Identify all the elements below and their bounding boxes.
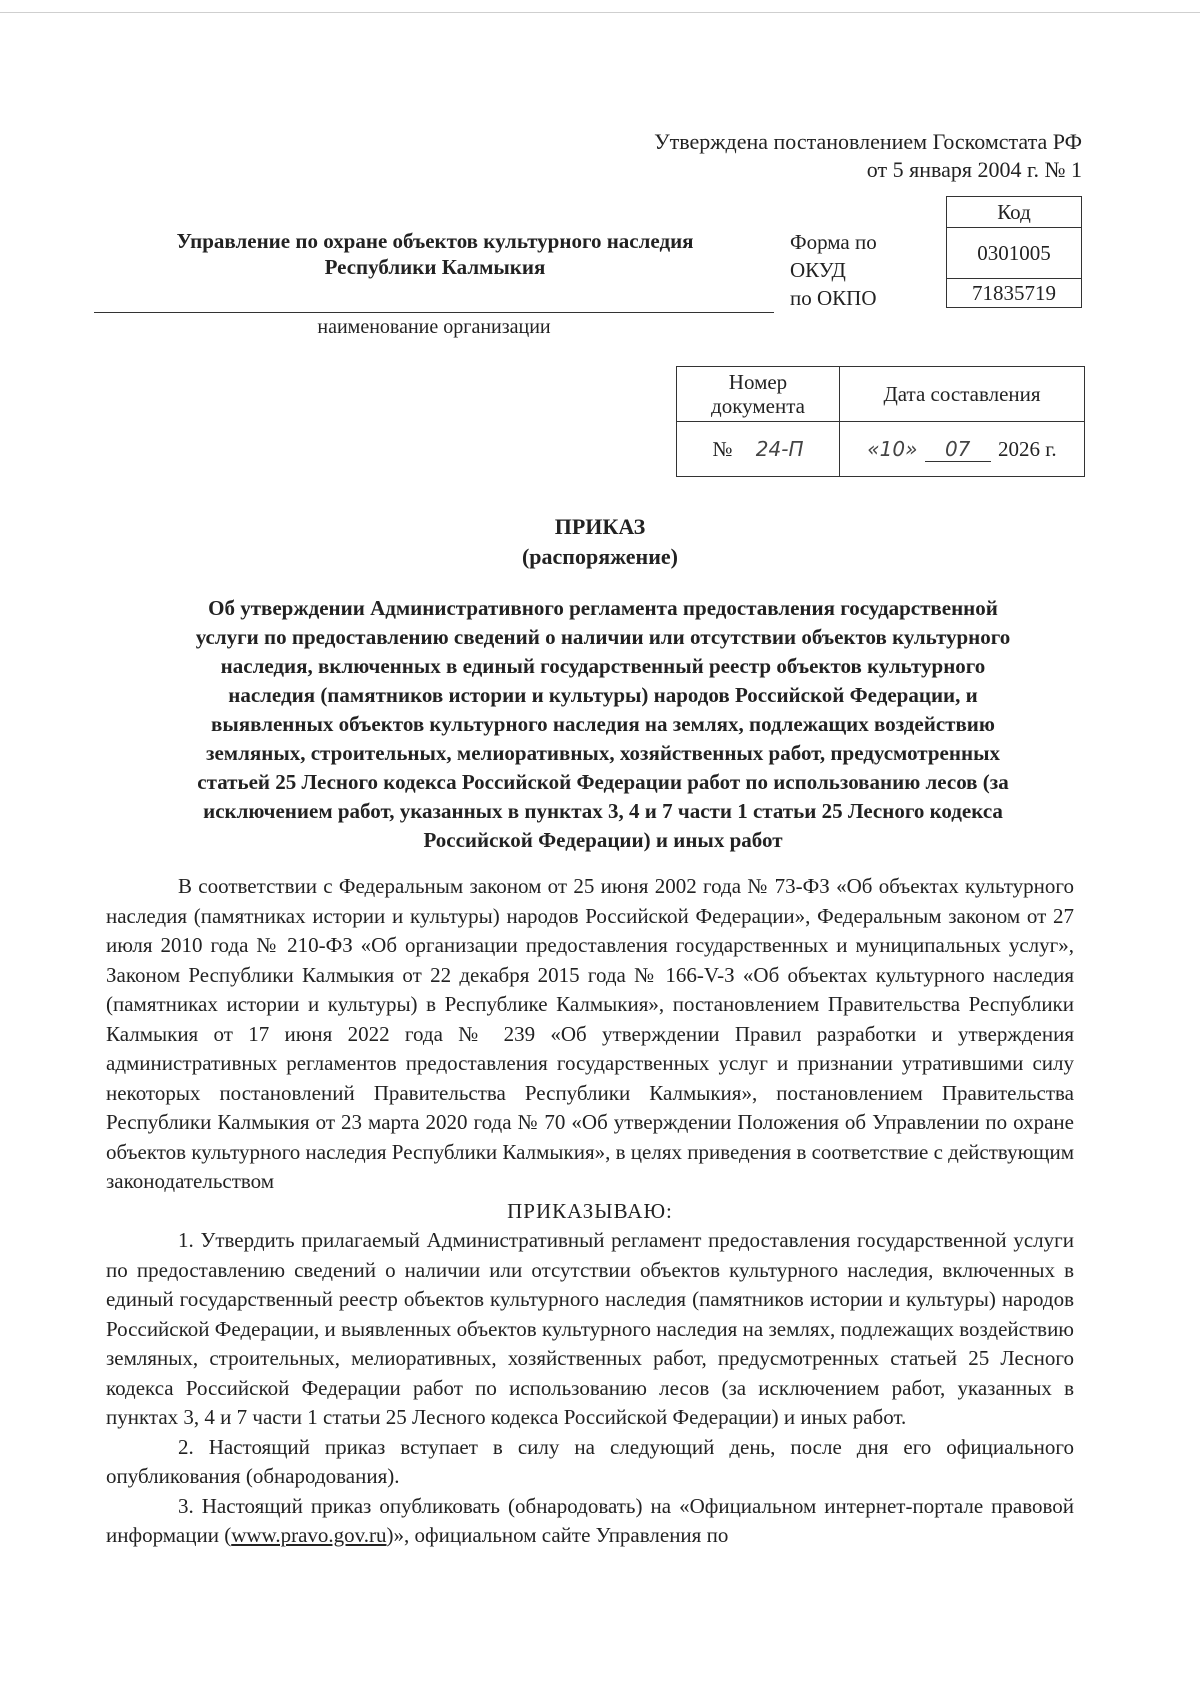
organization-name-line-1: Управление по охране объектов культурного наследия xyxy=(176,229,694,253)
handwritten-month: 07 xyxy=(925,437,991,462)
organization-name-line-2: Республики Калмыкия xyxy=(324,255,546,279)
okpo-label: по ОКПО xyxy=(790,286,877,310)
okud-label-1: Форма по xyxy=(790,230,877,254)
organization-underline xyxy=(94,312,774,313)
order-body xyxy=(106,872,1074,1551)
scan-edge-line xyxy=(0,12,1200,13)
order-item-2: 2. Настоящий приказ вступает в силу на следующий день, после дня его официального опубликования (обнародования). xyxy=(106,1434,1074,1488)
pravo-gov-link[interactable]: www.pravo.gov.ru xyxy=(231,1523,387,1547)
code-header: Код xyxy=(947,197,1082,228)
order-item-3-text: 3. Настоящий приказ опубликовать (обнародовать) на «Официальном интернет-портале правовой информации ( xyxy=(106,1493,1074,1547)
code-table xyxy=(946,196,1082,308)
organization-name xyxy=(90,228,780,280)
okpo-value: 71835719 xyxy=(947,279,1082,308)
document-title: ПРИКАЗ xyxy=(554,514,646,539)
approval-line-1: Утверждена постановлением Госкомстата РФ xyxy=(654,129,1082,154)
okud-label-2: ОКУД xyxy=(790,258,846,282)
approval-note xyxy=(654,128,1082,184)
number-sign: № xyxy=(712,436,733,461)
organization-caption: наименование организации xyxy=(317,316,551,338)
order-item-3-text-end: )», официальном сайте Управления по xyxy=(386,1523,729,1547)
approval-line-2: от 5 января 2004 г. № 1 xyxy=(866,157,1082,182)
doc-number-cell xyxy=(677,422,840,477)
order-item-1: 1. Утвердить прилагаемый Административный регламент предоставления государственной услуги по предоставлению сведений о наличии или отсутствии объектов культурного наследия, включенных в единый государственный реестр объектов культурного наследия (памятников истории и культуры) народов Российской Федерации, и выявленных объектов культурного наследия на землях, подлежащих воздействию земляных, строительных, мелиоративных, хозяйственных работ, предусмотренных статьей 25 Лесного кодекса Российской Федерации работ по использованию лесов (за исключением работ, указанных в пунктах 3, 4 и 7 части 1 статьи 25 Лесного кодекса Российской Федерации) и иных работ. xyxy=(106,1228,1074,1429)
form-codes-labels xyxy=(790,228,877,312)
document-number-date-table xyxy=(676,366,1085,477)
order-item-3 xyxy=(106,1492,1074,1551)
handwritten-number: 24-П xyxy=(755,436,804,461)
doc-number-header xyxy=(677,367,840,422)
subject-line: наследия (памятников истории и культуры) народов Российской Федерации, и xyxy=(228,683,978,707)
handwritten-day: 10 xyxy=(879,436,906,461)
okud-value: 0301005 xyxy=(947,228,1082,279)
doc-date-cell xyxy=(840,422,1085,477)
order-subject xyxy=(118,594,1088,855)
doc-number-header-line-1: Номер xyxy=(728,370,788,394)
subject-line: Об утверждении Административного регламента предоставления государственной xyxy=(208,596,998,620)
document-subtitle: (распоряжение) xyxy=(521,544,678,569)
order-word: ПРИКАЗЫВАЮ: xyxy=(507,1198,673,1223)
subject-line: выявленных объектов культурного наследия на землях, подлежащих воздействию xyxy=(211,712,995,736)
subject-line: Российской Федерации) и иных работ xyxy=(423,828,783,852)
subject-line: наследия, включенных в единый государственный реестр объектов культурного xyxy=(220,654,986,678)
subject-line: статьей 25 Лесного кодекса Российской Федерации работ по использованию лесов (за xyxy=(197,770,1009,794)
date-year: 2026 г. xyxy=(997,436,1057,461)
date-close-quote: » xyxy=(905,436,918,461)
subject-line: земляных, строительных, мелиоративных, хозяйственных работ, предусмотренных xyxy=(206,741,1000,765)
doc-number-header-line-2: документа xyxy=(711,394,805,418)
doc-date-header: Дата составления xyxy=(840,367,1085,422)
preamble-paragraph: В соответствии с Федеральным законом от 25 июня 2002 года № 73-ФЗ «Об объектах культурного наследия (памятниках истории и культуры) народов Российской Федерации», Федеральным законом от 27 июля 2010 года № 210-ФЗ «Об организации предоставления государственных и муниципальных услуг», Законом Республики Калмыкия от 22 декабря 2015 года № 166-V-З «Об объектах культурного наследия (памятниках истории и культуры) в Республике Калмыкия», постановлением Правительства Республики Калмыкия от 17 июня 2022 года № 239 «Об утверждении Правил разработки и утверждения административных регламентов предоставления государственных услуг и признании утратившими силу некоторых постановлений Правительства Республики Калмыкия», постановлением Правительства Республики Калмыкия от 23 марта 2020 года № 70 «Об утверждении Положения об Управлении по охране объектов культурного наследия Республики Калмыкия», в целях приведения в соответствие с действующим законодательством xyxy=(106,874,1074,1193)
subject-line: исключением работ, указанных в пунктах 3, 4 и 7 части 1 статьи 25 Лесного кодекса xyxy=(203,799,1003,823)
subject-line: услуги по предоставлению сведений о наличии или отсутствии объектов культурного xyxy=(195,625,1011,649)
date-open-quote: « xyxy=(867,436,880,461)
